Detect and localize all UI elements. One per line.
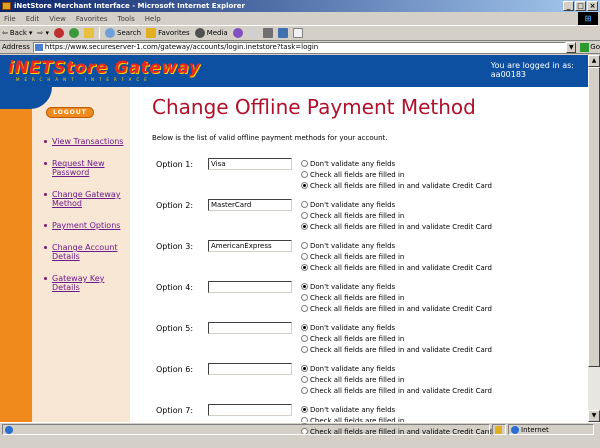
go-label: Go (590, 43, 600, 51)
vertical-scrollbar[interactable] (588, 55, 600, 422)
nav-link-gateway-key[interactable]: Gateway Key Details (52, 274, 105, 292)
scroll-up-button[interactable] (588, 55, 600, 67)
logged-in-username: aa00183 (490, 70, 527, 79)
go-button[interactable] (580, 43, 600, 52)
radio-label: Don't validate any fields (310, 364, 396, 373)
option-label: Option 6: (156, 365, 194, 374)
logo-subtitle: MERCHANT INTERFACE (16, 77, 152, 82)
back-arrow-icon: ⇦ (2, 29, 8, 37)
validation-radio-option[interactable] (301, 180, 492, 191)
option-label: Option 3: (156, 242, 194, 251)
menu-bar (0, 12, 600, 25)
inetstore-gateway-logo: iNETStore Gateway (8, 58, 201, 78)
nav-item-payment-options (44, 221, 128, 230)
login-status (491, 61, 574, 79)
radio-label: Check all fields are filled in and validate Credit Card (310, 345, 492, 354)
radio-unselected-icon[interactable] (301, 160, 308, 167)
radio-label: Check all fields are filled in (310, 293, 405, 302)
forward-arrow-icon: ⇨ ▾ (37, 29, 49, 37)
menu-view[interactable]: View (49, 14, 66, 23)
scroll-thumb[interactable] (588, 67, 600, 367)
nav-item-gateway-key (44, 274, 128, 292)
menu-help[interactable]: Help (144, 14, 161, 23)
lock-icon (495, 426, 502, 434)
logged-in-label: You are logged in as: (490, 61, 574, 70)
mail-icon[interactable] (248, 28, 258, 38)
stop-icon[interactable] (54, 28, 64, 38)
radio-label: Check all fields are filled in and validate Credit Card (310, 222, 492, 231)
forward-button[interactable] (37, 29, 49, 37)
validation-radio-option[interactable] (301, 251, 492, 262)
radio-unselected-icon[interactable] (301, 305, 308, 312)
discuss-icon[interactable] (293, 28, 303, 38)
radio-label: Check all fields are filled in (310, 416, 405, 425)
radio-label: Don't validate any fields (310, 200, 396, 209)
sidebar-nav (44, 137, 128, 305)
menu-tools[interactable]: Tools (117, 14, 135, 23)
option-label: Option 2: (156, 201, 194, 210)
validation-radio-group (301, 322, 492, 355)
validation-radio-option[interactable] (301, 292, 492, 303)
menu-favorites[interactable]: Favorites (75, 14, 108, 23)
page-title: Change Offline Payment Method (152, 95, 476, 119)
minimize-button[interactable]: _ (563, 1, 574, 11)
radio-label: Don't validate any fields (310, 323, 396, 332)
address-input[interactable] (33, 42, 566, 53)
search-icon (105, 28, 115, 38)
option-value-input[interactable] (208, 404, 292, 416)
address-label: Address (2, 43, 30, 51)
validation-radio-option[interactable] (301, 374, 492, 385)
radio-selected-icon[interactable] (301, 324, 308, 331)
intro-text: Below is the list of valid offline payment methods for your account. (152, 134, 388, 142)
payment-option-row (152, 158, 582, 188)
option-label: Option 1: (156, 160, 194, 169)
payment-option-row (152, 322, 582, 352)
nav-link-change-gateway[interactable]: Change Gateway Method (52, 190, 121, 208)
radio-unselected-icon[interactable] (301, 253, 308, 260)
radio-unselected-icon[interactable] (301, 242, 308, 249)
menu-edit[interactable]: Edit (25, 14, 40, 23)
media-icon (195, 28, 205, 38)
zone-label: Internet (521, 425, 549, 434)
media-label: Media (206, 29, 228, 37)
print-icon[interactable] (263, 28, 273, 38)
page-globe-icon (5, 426, 13, 434)
radio-label: Check all fields are filled in and validate Credit Card (310, 386, 492, 395)
option-value-input[interactable]: AmericanExpress (208, 240, 292, 252)
validation-radio-option[interactable] (301, 169, 492, 180)
validation-radio-option[interactable] (301, 158, 492, 169)
option-label: Option 7: (156, 406, 194, 415)
validation-radio-option[interactable] (301, 210, 492, 221)
favorites-button[interactable] (146, 28, 190, 38)
validation-radio-group (301, 363, 492, 396)
status-bar (0, 422, 600, 436)
option-value-input[interactable] (208, 363, 292, 375)
close-button[interactable]: × (587, 1, 598, 11)
validation-radio-group (301, 158, 492, 191)
home-icon[interactable] (84, 28, 94, 38)
validation-radio-option[interactable] (301, 385, 492, 396)
validation-radio-option[interactable] (301, 322, 492, 333)
radio-label: Don't validate any fields (310, 282, 396, 291)
search-label: Search (117, 29, 142, 37)
go-arrow-icon (580, 43, 589, 52)
radio-label: Don't validate any fields (310, 405, 396, 414)
refresh-icon[interactable] (69, 28, 79, 38)
status-message-pane (2, 424, 490, 435)
nav-item-view-transactions (44, 137, 128, 146)
validation-radio-group (301, 240, 492, 273)
validation-radio-option[interactable] (301, 199, 492, 210)
internet-zone-icon (511, 426, 519, 434)
arrow-up-icon: ▲ (591, 57, 597, 64)
validation-radio-option[interactable] (301, 281, 492, 292)
radio-unselected-icon[interactable] (301, 335, 308, 342)
site-header (0, 55, 588, 87)
page-icon (35, 44, 43, 51)
address-dropdown-button[interactable] (566, 42, 576, 53)
payment-option-row (152, 363, 582, 393)
toolbar-separator (99, 27, 100, 39)
media-button[interactable] (195, 28, 228, 38)
validation-radio-option[interactable] (301, 240, 492, 251)
logout-button[interactable]: LOGOUT (46, 107, 94, 118)
windows-logo-icon: ⊞ (578, 12, 598, 25)
payment-option-row (152, 240, 582, 270)
radio-label: Check all fields are filled in and validate Credit Card (310, 181, 492, 190)
radio-unselected-icon[interactable] (301, 201, 308, 208)
address-bar (0, 41, 600, 54)
back-label: Back (9, 29, 27, 37)
scroll-down-button[interactable] (588, 410, 600, 422)
sidebar-stripe (0, 87, 32, 422)
nav-link-change-account[interactable]: Change Account Details (52, 243, 118, 261)
payment-option-row (152, 199, 582, 229)
nav-link-view-transactions[interactable]: View Transactions (52, 137, 124, 146)
history-icon[interactable] (233, 28, 243, 38)
nav-item-request-password (44, 159, 128, 177)
arrow-down-icon: ▼ (591, 412, 597, 419)
option-value-input[interactable]: MasterCard (208, 199, 292, 211)
option-value-input[interactable]: Visa (208, 158, 292, 170)
address-url: https://www.secureserver-1.com/gateway/accounts/login.inetstore?task=login (44, 42, 319, 51)
option-value-input[interactable] (208, 281, 292, 293)
nav-item-change-account (44, 243, 128, 261)
ie-app-icon (2, 2, 11, 10)
edit-icon[interactable] (278, 28, 288, 38)
back-dropdown-icon: ▾ (28, 29, 33, 37)
maximize-button[interactable]: □ (575, 1, 586, 11)
radio-selected-icon[interactable] (301, 406, 308, 413)
radio-label: Check all fields are filled in and validate Credit Card (310, 427, 492, 436)
radio-unselected-icon[interactable] (301, 212, 308, 219)
radio-label: Check all fields are filled in (310, 211, 405, 220)
radio-label: Check all fields are filled in (310, 375, 405, 384)
window-title-bar (0, 0, 600, 12)
validation-radio-option[interactable] (301, 303, 492, 314)
option-label: Option 4: (156, 283, 194, 292)
radio-selected-icon[interactable] (301, 223, 308, 230)
validation-radio-option[interactable] (301, 333, 492, 344)
status-zone-pane (508, 424, 594, 435)
option-label: Option 5: (156, 324, 194, 333)
chevron-down-icon: ▼ (568, 43, 574, 51)
radio-unselected-icon[interactable] (301, 294, 308, 301)
radio-label: Check all fields are filled in (310, 252, 405, 261)
radio-selected-icon[interactable] (301, 264, 308, 271)
validation-radio-option[interactable] (301, 363, 492, 374)
status-secure-pane (492, 424, 506, 435)
nav-link-payment-options[interactable]: Payment Options (52, 221, 121, 230)
radio-unselected-icon[interactable] (301, 387, 308, 394)
radio-label: Check all fields are filled in (310, 334, 405, 343)
nav-link-request-password[interactable]: Request New Password (52, 159, 105, 177)
options-list (152, 158, 582, 448)
radio-label: Don't validate any fields (310, 241, 396, 250)
radio-selected-icon[interactable] (301, 182, 308, 189)
validation-radio-group (301, 281, 492, 314)
radio-selected-icon[interactable] (301, 283, 308, 290)
validation-radio-option[interactable] (301, 221, 492, 232)
toolbar (0, 25, 600, 41)
validation-radio-option[interactable] (301, 344, 492, 355)
main-content (152, 95, 582, 448)
radio-label: Check all fields are filled in and validate Credit Card (310, 304, 492, 313)
radio-unselected-icon[interactable] (301, 346, 308, 353)
radio-label: Check all fields are filled in (310, 170, 405, 179)
menu-file[interactable]: File (4, 14, 16, 23)
validation-radio-option[interactable] (301, 404, 492, 415)
validation-radio-group (301, 199, 492, 232)
radio-unselected-icon[interactable] (301, 171, 308, 178)
validation-radio-option[interactable] (301, 262, 492, 273)
radio-label: Don't validate any fields (310, 159, 396, 168)
window-title: iNetStore Merchant Interface - Microsoft Internet Explorer (14, 2, 245, 10)
radio-unselected-icon[interactable] (301, 376, 308, 383)
search-button[interactable] (105, 28, 141, 38)
nav-item-change-gateway (44, 190, 128, 208)
option-value-input[interactable] (208, 322, 292, 334)
radio-selected-icon[interactable] (301, 365, 308, 372)
favorites-label: Favorites (158, 29, 190, 37)
radio-label: Check all fields are filled in and validate Credit Card (310, 263, 492, 272)
payment-option-row (152, 281, 582, 311)
favorites-icon (146, 28, 156, 38)
back-button[interactable] (2, 29, 32, 37)
